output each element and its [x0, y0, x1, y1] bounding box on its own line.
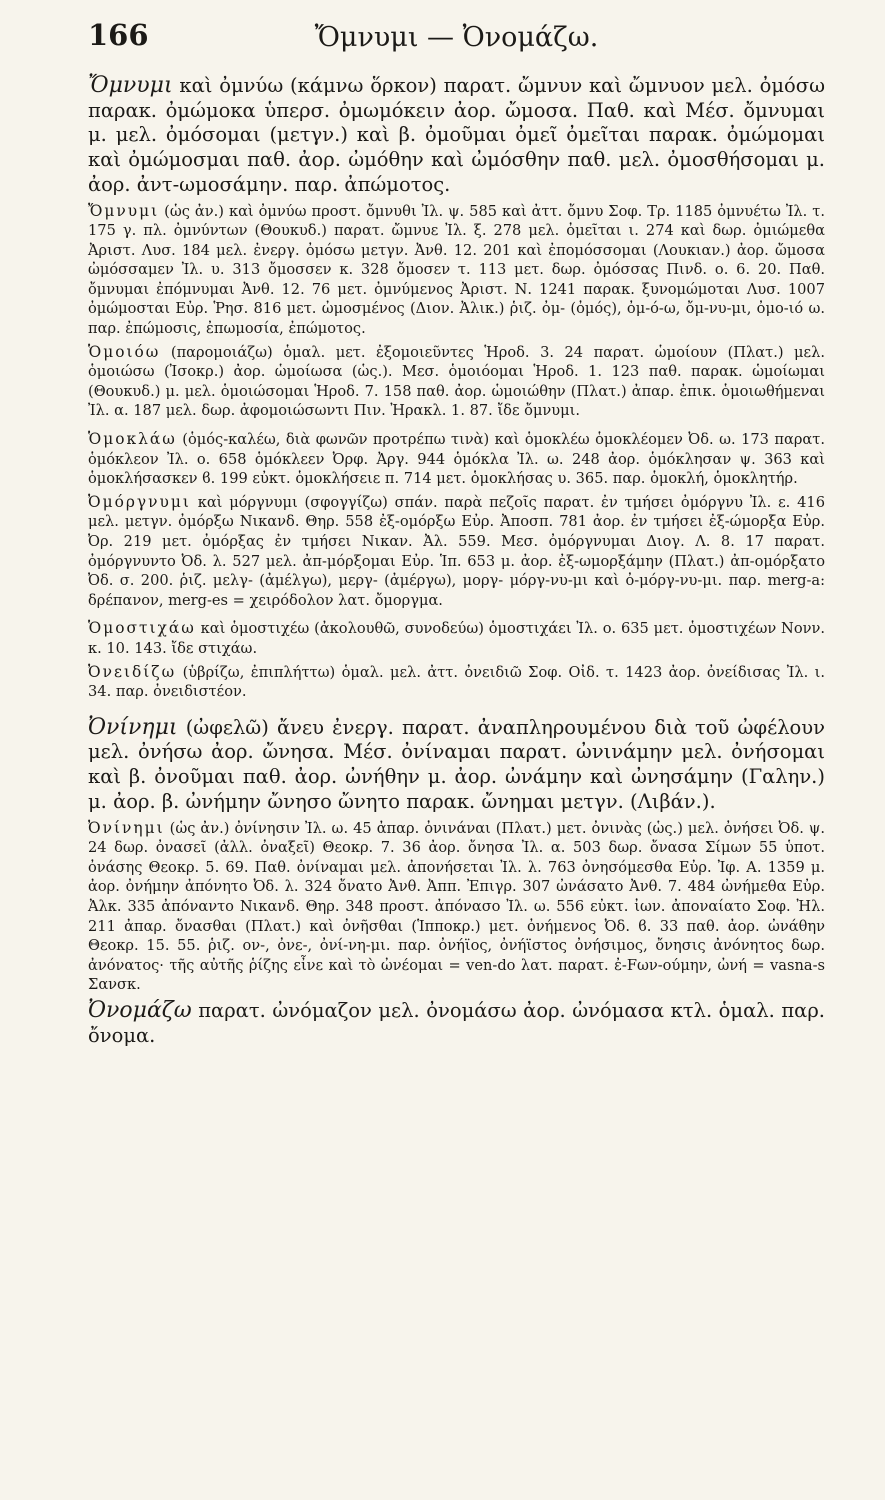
entry-omoioo	[88, 343, 825, 421]
entry-text: καὶ ὀμνύω (κάμνω ὅρκον) παρατ. ὤμνυν καὶ ὤμνυον μελ. ὀμόσω παρακ. ὀμώμοκα ὑπερσ. ὀμωμόκειν ἀορ. ὤμοσα. Παθ. καὶ Μέσ. ὄμνυμαι μ. μελ. ὀμόσομαι (μετγν.) καὶ β. ὀμοῦμαι ὀμεῖ ὀμεῖται παρακ. ὀμώμομαι καὶ ὀμώμοσμαι παθ. ἀορ. ὠμόθην καὶ ὠμόσθην παθ. μελ. ὀμοσθήσομαι μ. ἀορ. ἀντ-ωμοσάμην. παρ. ἀπώμοτος.	[88, 74, 825, 196]
entry-onomazo	[88, 999, 825, 1048]
headword: Ὁμοκλάω	[88, 430, 177, 449]
page-header	[88, 14, 825, 66]
headword: Ὁμοστιχάω	[88, 619, 196, 638]
headword: Ὁμοιόω	[88, 342, 161, 361]
entry-text: καὶ μόργνυμι (σφογγίζω) σπάν. παρὰ πεζοῖς παρατ. ἐν τμήσει ὀμόργνυ Ἰλ. ε. 416 μελ. μετγν. ὀμόρξω Νικανδ. Θηρ. 558 ἐξ-ομόρξω Εὐρ. Ἀποσπ. 781 ἀορ. ἐν τμήσει ἐξ-ώμορξα Εὐρ. Ὀρ. 219 μετ. ὀμόρξας ἐν τμήσει Νικαν. Ἀλ. 559. Μεσ. ὀμόργνυμαι Διογ. Λ. 8. 17 παρατ. ὀμόργνυντο Ὀδ. λ. 527 μελ. ἀπ-μόρξομαι Εὐρ. Ἱπ. 653 μ. ἀορ. ἐξ-ωμορξάμην (Πλατ.) ἀπ-ομόρξατο Ὀδ. σ. 200. ῥιζ. μελγ- (ἀμέλγω), μεργ- (ἀμέργω), μοργ- μόργ-νυ-μι καὶ ὀ-μόργ-νυ-μι. παρ. merg-a: δρέπανον, merg-es = χειρόδολον λατ. ὄμοργμα.	[88, 493, 825, 609]
headword: Ὄμνυμι	[88, 201, 160, 220]
entry-text: καὶ ὁμοστιχέω (ἀκολουθῶ, συνοδεύω) ὁμοστιχάει Ἰλ. ο. 635 μετ. ὁμοστιχέων Νονν. κ. 10. 143. ἴδε στιχάω.	[88, 620, 825, 657]
headword: Ὀμόργνυμι	[88, 492, 191, 511]
running-title: Ὄμνυμι — Ὀνομάζω.	[314, 22, 599, 53]
entry-text: παρατ. ὠνόμαζον μελ. ὀνομάσω ἀορ. ὠνόμασα κτλ. ὁμαλ. παρ. ὄνομα.	[88, 998, 825, 1047]
headword: Ὀνομάζω	[88, 997, 192, 1023]
entry-text: (ὁμός-καλέω, διὰ φωνῶν προτρέπω τινὰ) καὶ ὁμοκλέω ὁμοκλέομεν Ὀδ. ω. 173 παρατ. ὁμόκλεον Ἰλ. ο. 658 ὁμόκλεεν Ὀρφ. Ἀργ. 944 ὁμόκλα Ἰλ. ω. 248 ἀορ. ὁμόκλησαν ψ. 363 καὶ ὁμοκλήσασκεν ϐ. 199 εὐκτ. ὁμοκλήσειε π. 714 μετ. ὁμοκλήσας υ. 365. παρ. ὁμοκλή, ὁμοκλητήρ.	[88, 431, 825, 488]
entry-oninemi-an	[88, 819, 825, 995]
entry-omoklao	[88, 430, 825, 489]
headword: Ὄμνυμι	[88, 73, 173, 98]
entry-omnymi	[88, 74, 825, 198]
headword: Ὀνίνημι	[88, 818, 165, 837]
entry-text: (ὡς ἀν.) καὶ ὀμνύω προστ. ὄμνυθι Ἰλ. ψ. 585 καὶ ἀττ. ὄμνυ Σοφ. Τρ. 1185 ὀμνυέτω Ἰλ. τ. 175 γ. πλ. ὀμνύντων (Θουκυδ.) παρατ. ὤμνυε Ἰλ. ξ. 278 μελ. ὀμεῖται ι. 274 καὶ δωρ. ὀμιώμεθα Ἀριστ. Λυσ. 184 μελ. ἐνεργ. ὀμόσω μετγν. Ἀνθ. 12. 201 καὶ ἐπομόσσομαι (Λουκιαν.) ἀορ. ὤμοσα ὠμόσσαμεν Ἰλ. υ. 313 ὄμοσσεν κ. 328 ὄμοσεν τ. 113 μετ. δωρ. ὀμόσσας Πινδ. ο. 6. 20. Παθ. ὄμνυμαι ἐπόμνυμαι Ἀνθ. 12. 76 μετ. ὀμνύμενος Ἀριστ. Ν. 1241 παρακ. ξυνομώμοται Λυσ. 1007 ὀμώμοσται Εὐρ. Ῥησ. 816 μετ. ὠμοσμένος (Διον. Ἀλικ.) ῥιζ. ὀμ- (ὀμός), ὀμ-ό-ω, ὄμ-νυ-μι, ὀμο-ιό ω. παρ. ἐπώμοσις, ἐπωμοσία, ἐπώμοτος.	[88, 202, 826, 338]
entry-oneidizo	[88, 663, 825, 702]
entry-omorgnymi	[88, 493, 825, 611]
entry-omostichao	[88, 619, 825, 658]
headword: Ὀνειδίζω	[88, 662, 177, 681]
page-number: 166	[88, 18, 149, 52]
entry-oninemi	[88, 716, 825, 815]
headword: Ὀνίνημι	[88, 714, 178, 740]
entry-text: (ὡς ἀν.) ὀνίνησιν Ἰλ. ω. 45 ἀπαρ. ὀνινάναι (Πλατ.) μετ. ὀνινὰς (ὡς.) μελ. ὀνήσει Ὀδ. ψ. 24 δωρ. ὀνασεῖ (ἀλλ. ὀναξεῖ) Θεοκρ. 7. 36 ἀορ. ὄνησα Ἰλ. α. 503 δωρ. ὄνασα Σίμων 55 ὑποτ. ὀνάσης Θεοκρ. 5. 69. Παθ. ὀνίναμαι μελ. ἀπονήσεται Ἰλ. λ. 763 ὀνησόμεσθα Εὐρ. Ἰφ. Α. 1359 μ. ἀορ. ὀνήμην ἀπόνητο Ὀδ. λ. 324 ὄνατο Ἀνθ. Ἀππ. Ἐπιγρ. 307 ὠνάσατο Ἀνθ. 7. 484 ὠνήμεθα Εὐρ. Ἀλκ. 335 ἀπόναντο Νικανδ. Θηρ. 348 προστ. ἀπόνασο Ἰλ. ω. 556 εὐκτ. ἰων. ἀποναίατο Σοφ. Ἠλ. 211 ἀπαρ. ὄνασθαι (Πλατ.) καὶ ὀνῆσθαι (Ἱπποκρ.) μετ. ὀνήμενος Ὀδ. ϐ. 33 παθ. ἀορ. ὠνάθην Θεοκρ. 15. 55. ῥιζ. ον-, ὀνε-, ὀνί-νη-μι. παρ. ὀνήϊος, ὀνήϊστος ὀνήσιμος, ὄνησις ἀνόνητος δωρ. ἀνόνατος· τῆς αὐτῆς ῥίζης εἶνε καὶ τὸ ὠνέομαι = ven-do λατ. παρατ. ἐ-Fων-ούμην, ὠνή = vasna-s Σανσκ.	[88, 819, 825, 994]
entry-omnymi-an	[88, 202, 825, 339]
entry-text: (ὑβρίζω, ἐπιπλήττω) ὁμαλ. μελ. ἀττ. ὀνειδιῶ Σοφ. Οἰδ. τ. 1423 ἀορ. ὀνείδισας Ἰλ. ι. 34. παρ. ὀνειδιστέον.	[88, 663, 826, 701]
entry-text: (ὠφελῶ) ἄνευ ἐνεργ. παρατ. ἀναπληρουμένου διὰ τοῦ ὠφέλουν μελ. ὀνήσω ἀορ. ὤνησα. Μέσ. ὀνίναμαι παρατ. ὠνινάμην μελ. ὀνήσομαι καὶ β. ὀνοῦμαι παθ. ἀορ. ὠνήθην μ. ἀορ. ὠνάμην καὶ ὠνησάμην (Γαλην.) μ. ἀορ. β. ὠνήμην ὤνησο ὤνητο παρακ. ὤνημαι μετγν. (Λιβάν.).	[88, 715, 825, 813]
entry-text: (παρομοιάζω) ὁμαλ. μετ. ἐξομοιεῦντες Ἡροδ. 3. 24 παρατ. ὡμοίουν (Πλατ.) μελ. ὁμοιώσω (Ἰσοκρ.) ἀορ. ὡμοίωσα (ὡς.). Μεσ. ὁμοιόομαι Ἡροδ. 1. 123 παθ. παρακ. ὡμοίωμαι (Θουκυδ.) μ. μελ. ὁμοιώσομαι Ἡροδ. 7. 158 παθ. ἀορ. ὡμοιώθην (Πλατ.) ἀπαρ. ἐπικ. ὁμοιωθήμεναι Ἰλ. α. 187 μελ. δωρ. ἀφομοιώσωντι Πιν. Ἠρακλ. 1. 87. ἴδε ὄμνυμι.	[88, 343, 825, 420]
